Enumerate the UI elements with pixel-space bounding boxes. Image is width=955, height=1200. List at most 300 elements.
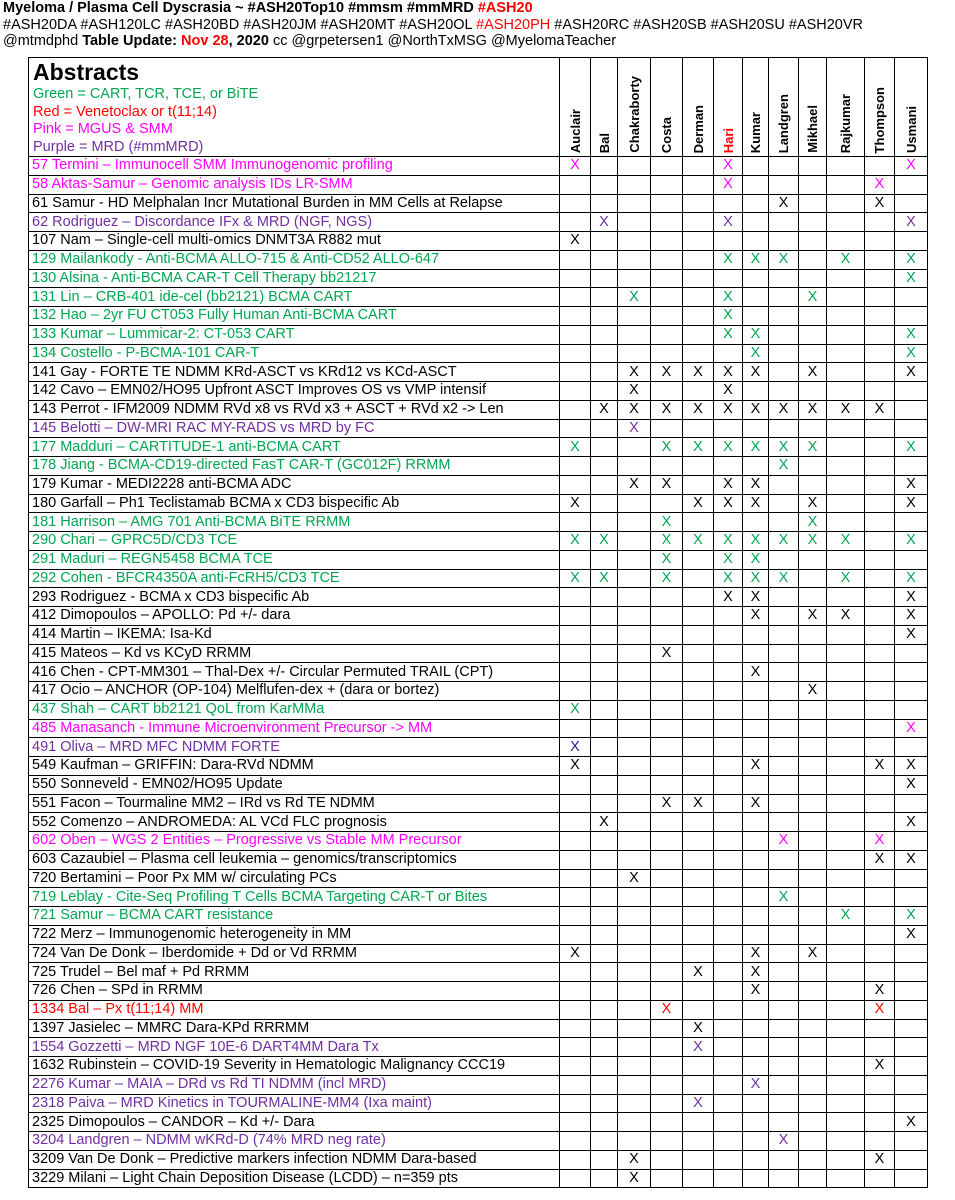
mark-cell	[651, 850, 683, 869]
mark-cell	[560, 588, 591, 607]
mark-cell	[827, 982, 865, 1001]
mark-cell	[618, 213, 651, 232]
mark-cell	[799, 963, 827, 982]
mark-cell	[591, 944, 618, 963]
mark-cell	[618, 532, 651, 551]
mark-cell	[865, 269, 895, 288]
column-label: Hari	[720, 127, 736, 153]
mark-cell	[618, 588, 651, 607]
abstract-title: 485 Manasanch - Immune Microenvironment Precursor -> MM	[29, 719, 560, 738]
mark-cell	[799, 925, 827, 944]
mark-cell	[714, 1169, 743, 1188]
mark-cell	[799, 1169, 827, 1188]
reviewer-mark: X	[570, 757, 580, 774]
mark-cell	[618, 1075, 651, 1094]
table-row	[29, 775, 928, 794]
mark-cell	[560, 513, 591, 532]
mark-cell	[865, 213, 895, 232]
mark-cell	[618, 475, 651, 494]
mark-cell	[591, 888, 618, 907]
mark-cell	[714, 419, 743, 438]
mark-cell	[591, 344, 618, 363]
abstract-title: 1397 Jasielec – MMRC Dara-KPd RRRMM	[29, 1019, 560, 1038]
column-label: Costa	[659, 116, 674, 153]
mark-cell	[743, 832, 769, 851]
mark-cell	[799, 288, 827, 307]
reviewer-mark: X	[723, 307, 733, 324]
reviewer-mark: X	[629, 419, 639, 436]
mark-cell	[743, 419, 769, 438]
mark-cell	[799, 625, 827, 644]
reviewer-mark: X	[778, 194, 789, 211]
mark-cell	[683, 625, 714, 644]
mark-cell	[743, 607, 769, 626]
reviewer-mark: X	[693, 363, 703, 380]
mark-cell	[651, 757, 683, 776]
reviewer-mark: X	[629, 288, 639, 305]
header-line-3	[3, 33, 953, 50]
mark-cell	[799, 1132, 827, 1151]
mark-cell	[651, 1132, 683, 1151]
mark-cell	[714, 1075, 743, 1094]
mark-cell	[714, 232, 743, 251]
mark-cell	[743, 307, 769, 326]
mark-cell	[683, 813, 714, 832]
mark-cell	[651, 269, 683, 288]
reviewer-mark: X	[629, 363, 639, 380]
mark-cell	[743, 907, 769, 926]
mark-cell	[769, 888, 799, 907]
mark-cell	[799, 419, 827, 438]
mark-cell	[895, 419, 928, 438]
mark-cell	[591, 1019, 618, 1038]
reviewer-mark: X	[778, 1132, 789, 1149]
mark-cell	[618, 832, 651, 851]
mark-cell	[743, 1150, 769, 1169]
reviewer-mark: X	[906, 776, 916, 793]
mark-cell	[799, 232, 827, 251]
table-row	[29, 157, 928, 176]
reviewer-mark: X	[750, 569, 761, 586]
mark-cell	[618, 757, 651, 776]
mark-cell	[618, 513, 651, 532]
header-title: Myeloma / Plasma Cell Dyscrasia ~ #ASH20Top10 #mmsm #mmMRD	[3, 0, 478, 16]
mark-cell	[560, 1094, 591, 1113]
mark-cell	[827, 475, 865, 494]
abstract-title: 1334 Bal – Px t(11;14) MM	[29, 1000, 560, 1019]
reviewer-mark: X	[778, 832, 789, 849]
reviewer-mark: X	[570, 569, 580, 586]
reviewer-mark: X	[906, 494, 916, 511]
mark-cell	[683, 775, 714, 794]
mark-cell	[799, 400, 827, 419]
mark-cell	[827, 438, 865, 457]
mark-cell	[560, 157, 591, 176]
mark-cell	[683, 644, 714, 663]
reviewer-mark: X	[874, 832, 885, 849]
reviewer-mark: X	[570, 701, 580, 718]
reviewer-mark: X	[570, 232, 580, 249]
mark-cell	[743, 232, 769, 251]
mark-cell	[591, 475, 618, 494]
mark-cell	[618, 438, 651, 457]
mark-cell	[799, 1019, 827, 1038]
mark-cell	[799, 213, 827, 232]
mark-cell	[651, 869, 683, 888]
mark-cell	[714, 569, 743, 588]
mark-cell	[714, 832, 743, 851]
mark-cell	[799, 1000, 827, 1019]
abstract-title: 2318 Paiva – MRD Kinetics in TOURMALINE-MM4 (Ixa maint)	[29, 1094, 560, 1113]
mark-cell	[683, 1000, 714, 1019]
mark-cell	[683, 888, 714, 907]
column-label: Rajkumar	[838, 93, 853, 153]
mark-cell	[865, 869, 895, 888]
mark-cell	[827, 288, 865, 307]
mark-cell	[743, 588, 769, 607]
mark-cell	[651, 1113, 683, 1132]
mark-cell	[827, 1019, 865, 1038]
mark-cell	[895, 175, 928, 194]
abstract-title: 142 Cavo – EMN02/HO95 Upfront ASCT Improves OS vs VMP intensif	[29, 382, 560, 401]
reviewer-mark: X	[906, 813, 916, 830]
reviewer-mark: X	[750, 494, 761, 511]
mark-cell	[769, 157, 799, 176]
mark-cell	[895, 813, 928, 832]
mark-cell	[769, 1038, 799, 1057]
mark-cell	[799, 382, 827, 401]
mark-cell	[683, 832, 714, 851]
mark-cell	[769, 288, 799, 307]
mark-cell	[895, 269, 928, 288]
mark-cell	[651, 175, 683, 194]
mark-cell	[560, 832, 591, 851]
table-row	[29, 794, 928, 813]
mark-cell	[683, 175, 714, 194]
mark-cell	[591, 400, 618, 419]
mark-cell	[743, 325, 769, 344]
mark-cell	[865, 325, 895, 344]
reviewer-mark: X	[906, 626, 916, 643]
header-hashtag-red: #ASH20PH	[476, 16, 551, 33]
mark-cell	[895, 1019, 928, 1038]
reviewer-mark: X	[723, 569, 733, 586]
mark-cell	[714, 513, 743, 532]
mark-cell	[895, 438, 928, 457]
mark-cell	[827, 194, 865, 213]
mark-cell	[618, 907, 651, 926]
reviewer-mark: X	[661, 644, 672, 661]
mark-cell	[591, 438, 618, 457]
mark-cell	[743, 1094, 769, 1113]
mark-cell	[560, 907, 591, 926]
reviewer-mark: X	[750, 944, 761, 961]
mark-cell	[591, 719, 618, 738]
mark-cell	[591, 363, 618, 382]
header-title-red-tag: #ASH20	[477, 0, 533, 16]
mark-cell	[895, 775, 928, 794]
mark-cell	[895, 1000, 928, 1019]
mark-cell	[591, 307, 618, 326]
mark-cell	[895, 888, 928, 907]
mark-cell	[895, 682, 928, 701]
abstract-title: 724 Van De Donk – Iberdomide + Dd or Vd RRMM	[29, 944, 560, 963]
mark-cell	[743, 194, 769, 213]
table-row	[29, 213, 928, 232]
mark-cell	[769, 644, 799, 663]
abstract-title: 58 Aktas-Samur – Genomic analysis IDs LR-SMM	[29, 175, 560, 194]
mark-cell	[799, 738, 827, 757]
mark-cell	[651, 1150, 683, 1169]
mark-cell	[714, 250, 743, 269]
reviewer-mark: X	[906, 438, 916, 455]
reviewer-mark: X	[750, 551, 761, 568]
mark-cell	[865, 1169, 895, 1188]
legend-cell	[29, 58, 560, 157]
mark-cell	[651, 550, 683, 569]
table-row	[29, 1038, 928, 1057]
reviewer-mark: X	[874, 1151, 885, 1168]
mark-cell	[683, 344, 714, 363]
mark-cell	[651, 419, 683, 438]
table-row	[29, 888, 928, 907]
mark-cell	[865, 607, 895, 626]
abstract-title: 550 Sonneveld - EMN02/HO95 Update	[29, 775, 560, 794]
reviewer-mark: X	[906, 363, 916, 380]
table-row	[29, 1169, 928, 1188]
mark-cell	[865, 850, 895, 869]
mark-cell	[769, 363, 799, 382]
mark-cell	[769, 1150, 799, 1169]
mark-cell	[591, 1094, 618, 1113]
mark-cell	[560, 250, 591, 269]
header-update-date: Nov 28	[181, 33, 229, 49]
mark-cell	[769, 213, 799, 232]
reviewer-mark: X	[723, 588, 733, 605]
mark-cell	[714, 794, 743, 813]
reviewer-mark: X	[723, 251, 733, 268]
mark-cell	[683, 907, 714, 926]
mark-cell	[799, 194, 827, 213]
reviewer-mark: X	[661, 513, 672, 530]
mark-cell	[560, 1150, 591, 1169]
abstract-title: 129 Mailankody - Anti-BCMA ALLO-715 & Anti-CD52 ALLO-647	[29, 250, 560, 269]
mark-cell	[651, 982, 683, 1001]
mark-cell	[769, 982, 799, 1001]
mark-cell	[769, 813, 799, 832]
abstract-title: 719 Leblay - Cite-Seq Profiling T Cells BCMA Targeting CAR-T or Bites	[29, 888, 560, 907]
mark-cell	[895, 700, 928, 719]
mark-cell	[865, 457, 895, 476]
mark-cell	[865, 663, 895, 682]
mark-cell	[743, 738, 769, 757]
table-row	[29, 925, 928, 944]
mark-cell	[714, 438, 743, 457]
mark-cell	[865, 232, 895, 251]
mark-cell	[895, 944, 928, 963]
mark-cell	[799, 775, 827, 794]
mark-cell	[799, 607, 827, 626]
mark-cell	[618, 607, 651, 626]
reviewer-mark: X	[750, 963, 761, 980]
mark-cell	[895, 757, 928, 776]
mark-cell	[895, 794, 928, 813]
mark-cell	[769, 175, 799, 194]
mark-cell	[865, 775, 895, 794]
mark-cell	[743, 1113, 769, 1132]
mark-cell	[799, 757, 827, 776]
reviewer-mark: X	[723, 213, 733, 230]
mark-cell	[895, 1094, 928, 1113]
mark-cell	[714, 1132, 743, 1151]
reviewer-mark: X	[906, 213, 916, 230]
mark-cell	[827, 944, 865, 963]
mark-cell	[799, 344, 827, 363]
mark-cell	[618, 1094, 651, 1113]
mark-cell	[591, 494, 618, 513]
mark-cell	[683, 757, 714, 776]
mark-cell	[827, 1057, 865, 1076]
mark-cell	[895, 625, 928, 644]
mark-cell	[769, 494, 799, 513]
mark-cell	[743, 269, 769, 288]
mark-cell	[683, 400, 714, 419]
reviewer-mark: X	[778, 438, 789, 455]
mark-cell	[743, 644, 769, 663]
mark-cell	[895, 644, 928, 663]
reviewer-mark: X	[778, 457, 789, 474]
mark-cell	[714, 663, 743, 682]
table-row	[29, 663, 928, 682]
mark-cell	[865, 794, 895, 813]
table-header-row	[29, 58, 928, 157]
mark-cell	[769, 1075, 799, 1094]
header-update-year: , 2020	[228, 33, 269, 49]
mark-cell	[618, 175, 651, 194]
mark-cell	[591, 794, 618, 813]
mark-cell	[683, 1113, 714, 1132]
mark-cell	[560, 719, 591, 738]
mark-cell	[743, 850, 769, 869]
table-body	[29, 157, 928, 1188]
reviewer-mark: X	[629, 1151, 639, 1168]
mark-cell	[799, 644, 827, 663]
abstract-title: 721 Samur – BCMA CART resistance	[29, 907, 560, 926]
mark-cell	[618, 550, 651, 569]
mark-cell	[714, 1000, 743, 1019]
mark-cell	[591, 588, 618, 607]
mark-cell	[618, 1019, 651, 1038]
reviewer-mark: X	[599, 401, 609, 418]
mark-cell	[799, 888, 827, 907]
reviewer-mark: X	[723, 157, 733, 174]
table-row	[29, 438, 928, 457]
reviewer-mark: X	[570, 532, 580, 549]
mark-cell	[560, 775, 591, 794]
mark-cell	[827, 644, 865, 663]
reviewer-mark: X	[570, 438, 580, 455]
table-row	[29, 532, 928, 551]
abstract-title: 725 Trudel – Bel maf + Pd RRMM	[29, 963, 560, 982]
mark-cell	[865, 569, 895, 588]
mark-cell	[827, 494, 865, 513]
mark-cell	[683, 569, 714, 588]
mark-cell	[827, 400, 865, 419]
mark-cell	[651, 1094, 683, 1113]
mark-cell	[827, 888, 865, 907]
column-header-rajkumar	[827, 58, 865, 157]
mark-cell	[769, 963, 799, 982]
mark-cell	[743, 719, 769, 738]
mark-cell	[769, 757, 799, 776]
mark-cell	[651, 625, 683, 644]
reviewer-mark: X	[693, 532, 703, 549]
mark-cell	[591, 232, 618, 251]
mark-cell	[895, 850, 928, 869]
abstract-title: 491 Oliva – MRD MFC NDMM FORTE	[29, 738, 560, 757]
abstract-title: 414 Martin – IKEMA: Isa-Kd	[29, 625, 560, 644]
table-row	[29, 738, 928, 757]
mark-cell	[865, 888, 895, 907]
mark-cell	[827, 344, 865, 363]
mark-cell	[895, 457, 928, 476]
mark-cell	[560, 550, 591, 569]
reviewer-mark: X	[661, 476, 672, 493]
mark-cell	[769, 1113, 799, 1132]
mark-cell	[769, 1057, 799, 1076]
mark-cell	[651, 644, 683, 663]
abstract-title: 292 Cohen - BFCR4350A anti-FcRH5/CD3 TCE	[29, 569, 560, 588]
reviewer-mark: X	[693, 963, 703, 980]
mark-cell	[618, 1113, 651, 1132]
mark-cell	[865, 1150, 895, 1169]
mark-cell	[618, 288, 651, 307]
mark-cell	[560, 963, 591, 982]
mark-cell	[827, 307, 865, 326]
reviewer-mark: X	[750, 663, 761, 680]
mark-cell	[865, 682, 895, 701]
mark-cell	[618, 363, 651, 382]
mark-cell	[865, 757, 895, 776]
mark-cell	[591, 607, 618, 626]
mark-cell	[743, 925, 769, 944]
mark-cell	[743, 175, 769, 194]
mark-cell	[769, 588, 799, 607]
reviewer-mark: X	[807, 607, 818, 624]
abstract-title: 412 Dimopoulos – APOLLO: Pd +/- dara	[29, 607, 560, 626]
mark-cell	[651, 513, 683, 532]
mark-cell	[560, 625, 591, 644]
mark-cell	[895, 363, 928, 382]
mark-cell	[799, 1057, 827, 1076]
reviewer-mark: X	[661, 363, 672, 380]
mark-cell	[799, 569, 827, 588]
abstract-title: 603 Cazaubiel – Plasma cell leukemia – genomics/transcriptomics	[29, 850, 560, 869]
mark-cell	[683, 1038, 714, 1057]
mark-cell	[865, 1113, 895, 1132]
mark-cell	[560, 288, 591, 307]
column-header-landgren	[769, 58, 799, 157]
mark-cell	[769, 775, 799, 794]
table-row	[29, 1057, 928, 1076]
reviewer-mark: X	[599, 532, 609, 549]
legend-red: Red = Venetoclax or t(11;14)	[33, 103, 217, 120]
reviewer-mark: X	[874, 176, 885, 193]
mark-cell	[895, 1132, 928, 1151]
mark-cell	[591, 832, 618, 851]
reviewer-mark: X	[874, 1057, 885, 1074]
mark-cell	[743, 1132, 769, 1151]
